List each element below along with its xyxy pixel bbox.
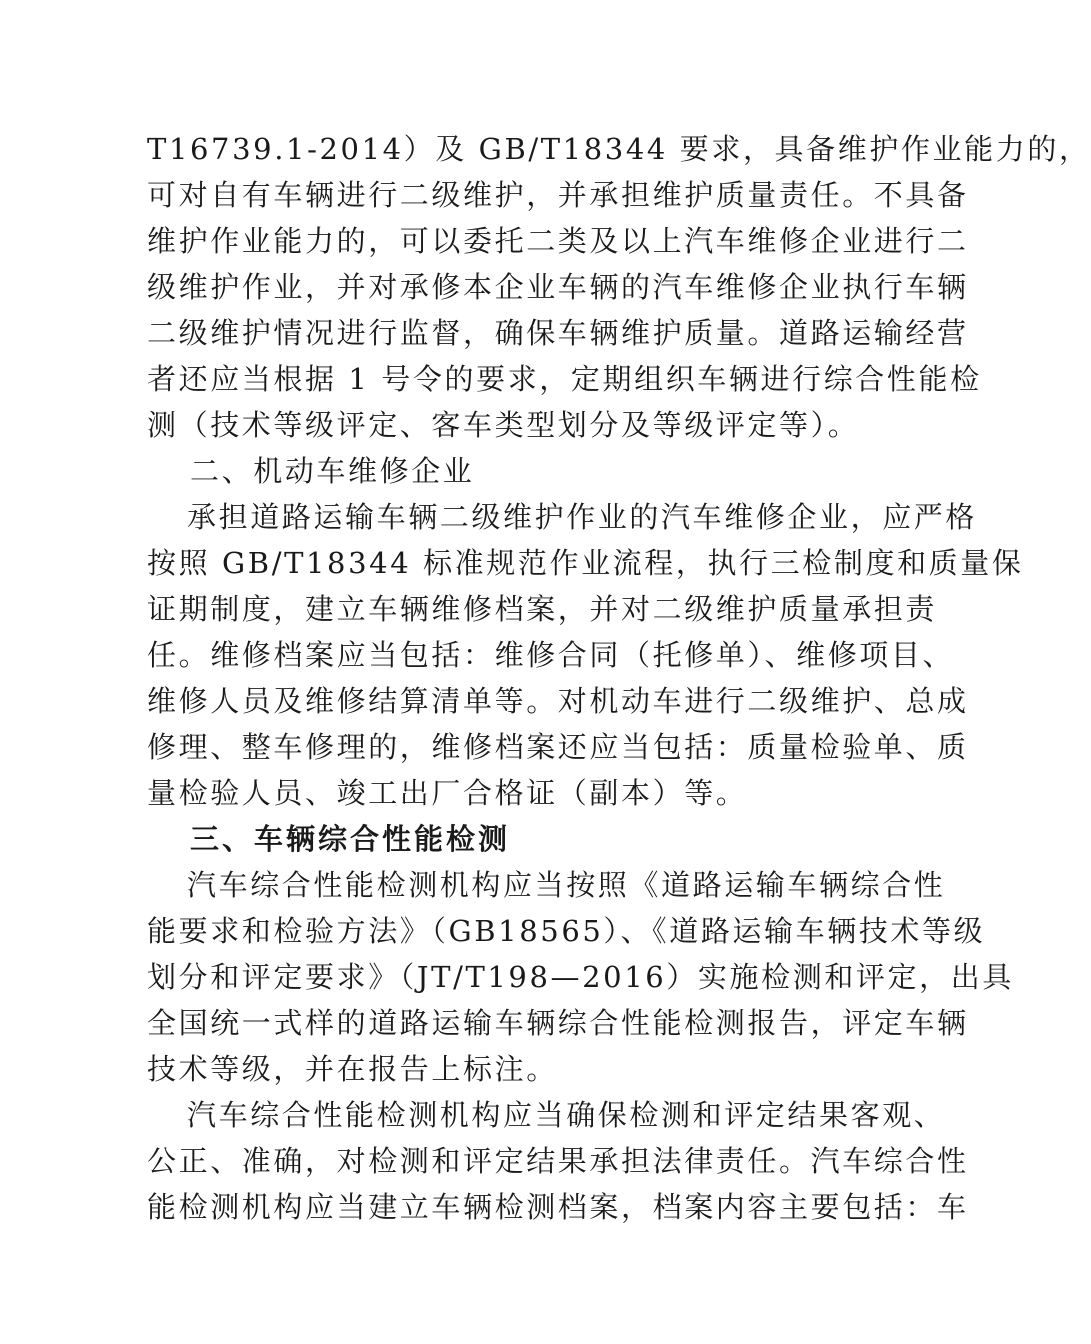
paragraph-line: 者还应当根据 1 号令的要求，定期组织车辆进行综合性能检 (147, 362, 982, 396)
paragraph-line: 汽车综合性能检测机构应当确保检测和评定结果客观、 (187, 1098, 946, 1132)
paragraph-line: 汽车综合性能检测机构应当按照《道路运输车辆综合性 (187, 868, 946, 902)
paragraph-line: 修理、整车修理的，维修档案还应当包括：质量检验单、质 (147, 730, 969, 764)
paragraph-line: 可对自有车辆进行二级维护，并承担维护质量责任。不具备 (147, 178, 969, 212)
paragraph-line: 承担道路运输车辆二级维护作业的汽车维修企业，应严格 (187, 500, 978, 534)
paragraph-line: 级维护作业，并对承修本企业车辆的汽车维修企业执行车辆 (147, 270, 969, 304)
paragraph-line: 公正、准确，对检测和评定结果承担法律责任。汽车综合性 (147, 1144, 969, 1178)
paragraph-line: 全国统一式样的道路运输车辆综合性能检测报告，评定车辆 (147, 1006, 969, 1040)
paragraph-line: 维修人员及维修结算清单等。对机动车进行二级维护、总成 (147, 684, 969, 718)
section-heading-2: 二、机动车维修企业 (190, 454, 475, 488)
section-heading-3: 三、车辆综合性能检测 (190, 822, 511, 856)
paragraph-line: 量检验人员、竣工出厂合格证（副本）等。 (147, 776, 748, 810)
paragraph-line: T16739.1-2014）及 GB/T18344 要求，具备维护作业能力的， (147, 132, 1091, 166)
paragraph-line: 任。维修档案应当包括：维修合同（托修单）、维修项目、 (147, 638, 955, 672)
paragraph-line: 能要求和检验方法》（GB18565）、《道路运输车辆技术等级 (147, 914, 986, 948)
paragraph-line: 证期制度，建立车辆维修档案，并对二级维护质量承担责 (147, 592, 938, 626)
paragraph-line: 按照 GB/T18344 标准规范作业流程，执行三检制度和质量保 (147, 546, 1024, 580)
paragraph-line: 划分和评定要求》（JT/T198—2016）实施检测和评定，出具 (147, 960, 1014, 994)
paragraph-line: 能检测机构应当建立车辆检测档案，档案内容主要包括：车 (147, 1190, 969, 1224)
paragraph-line: 测（技术等级评定、客车类型划分及等级评定等）。 (147, 408, 860, 442)
paragraph-line: 二级维护情况进行监督，确保车辆维护质量。道路运输经营 (147, 316, 969, 350)
paragraph-line: 维护作业能力的，可以委托二类及以上汽车维修企业进行二 (147, 224, 969, 258)
paragraph-line: 技术等级，并在报告上标注。 (147, 1052, 558, 1086)
